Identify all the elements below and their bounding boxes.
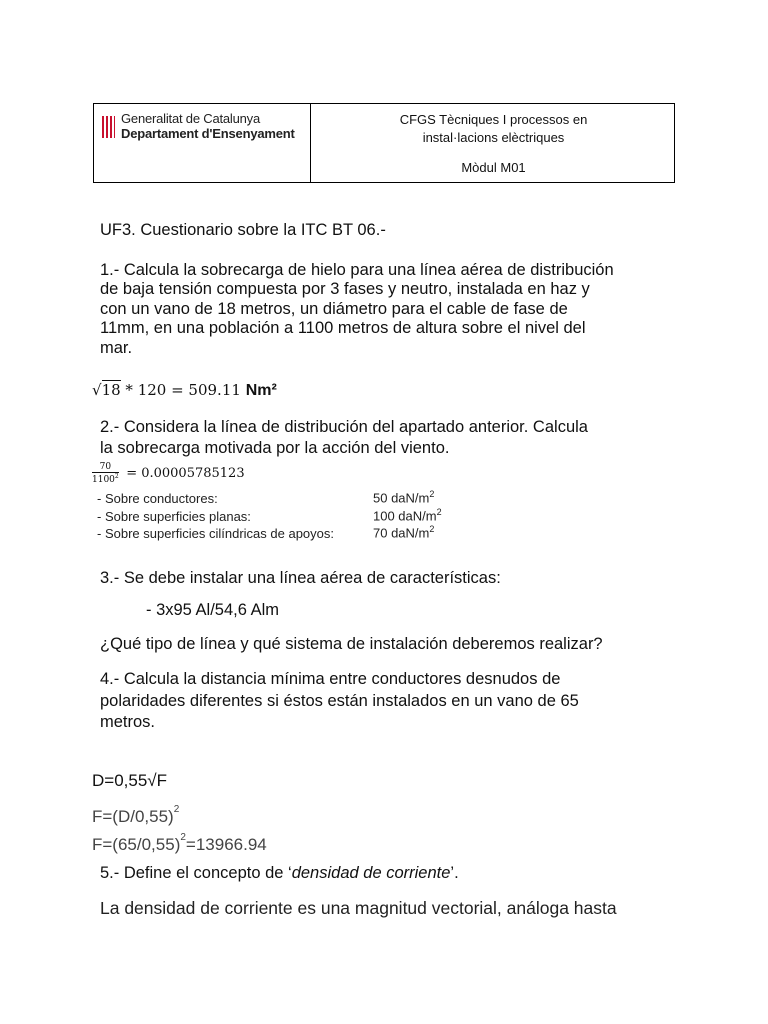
- wind-table-value-1: 50 daN/$m^2$: [373, 489, 435, 506]
- q1-line-1: 1.- Calcula la sobrecarga de hielo para una línea aérea de distribución: [100, 261, 614, 279]
- q4-formula-1: D=0,55√F: [92, 771, 168, 790]
- q3-question: ¿Qué tipo de línea y qué sistema de instalación deberemos realizar?: [100, 635, 603, 653]
- header-table: [93, 103, 675, 183]
- wind-table-label-1: - Sobre conductores:: [97, 491, 218, 506]
- fraction-denominator: 1100$^2$: [92, 473, 119, 485]
- q2-line-2: la sobrecarga motivada por la acción del viento.: [100, 439, 450, 457]
- course-line2: instal·lacions elèctriques: [422, 130, 565, 145]
- q1-radicand: 18: [101, 381, 121, 399]
- wind-table-label-3: - Sobre superficies cilíndricas de apoyos:: [97, 526, 335, 541]
- q4-formula-3: $F=(65/0,55)^2=13966.94$: [92, 832, 267, 854]
- q3-item: - 3x95 Al/54,6 Alm: [146, 601, 279, 619]
- sqrt-sign: √: [92, 381, 102, 399]
- wind-table-value-3: 70 daN/$m^2$: [373, 524, 435, 541]
- logo-line2: Departament d'Ensenyament: [121, 126, 295, 141]
- q5-question: 5.- Define el concepto de ‘densidad de corriente’.: [100, 864, 459, 882]
- q4-line-3: metros.: [100, 713, 156, 731]
- q1-answer: [92, 380, 277, 400]
- q4-line-1: 4.- Calcula la distancia mínima entre conductores desnudos de: [100, 670, 561, 688]
- q2-line-1: 2.- Considera la línea de distribución del apartado anterior. Calcula: [100, 418, 588, 436]
- course-line1: CFGS Tècniques I processos en: [399, 112, 588, 127]
- q1-line-5: mar.: [100, 339, 133, 357]
- q1-answer-expr: * 120 = 509.11: [120, 381, 246, 399]
- q5-answer: La densidad de corriente es una magnitud vectorial, análoga hasta: [100, 898, 617, 918]
- q4-formula-2: $F=(D/0,55)^2$: [92, 804, 180, 826]
- q3-line-1: 3.- Se debe instalar una línea aérea de características:: [100, 569, 501, 587]
- q1-line-4: 11mm, en una población a 1100 metros de altura sobre el nivel del: [100, 319, 586, 337]
- q1-answer-unit: Nm²: [245, 382, 277, 399]
- fraction-numerator: 70: [92, 462, 119, 473]
- fraction-result: = 0.00005785123: [126, 466, 245, 481]
- wind-table-label-2: - Sobre superficies planas:: [97, 509, 251, 524]
- q5-italic-term: densidad de corriente: [291, 864, 451, 882]
- module-label: Mòdul M01: [461, 160, 526, 175]
- wind-table-value-2: 100 daN/$m^2$: [373, 507, 442, 524]
- q1-line-3: con un vano de 18 metros, un diámetro para el cable de fase de: [100, 300, 568, 318]
- q1-line-2: de baja tensión compuesta por 3 fases y neutro, instalada en haz y: [100, 280, 590, 298]
- generalitat-logo-icon: [102, 116, 115, 138]
- q2-fraction: [92, 462, 245, 485]
- q4-line-2: polaridades diferentes si éstos están instalados en un vano de 65: [100, 692, 579, 710]
- logo-line1: Generalitat de Catalunya: [121, 111, 261, 126]
- document-title: UF3. Cuestionario sobre la ITC BT 06.-: [100, 221, 386, 239]
